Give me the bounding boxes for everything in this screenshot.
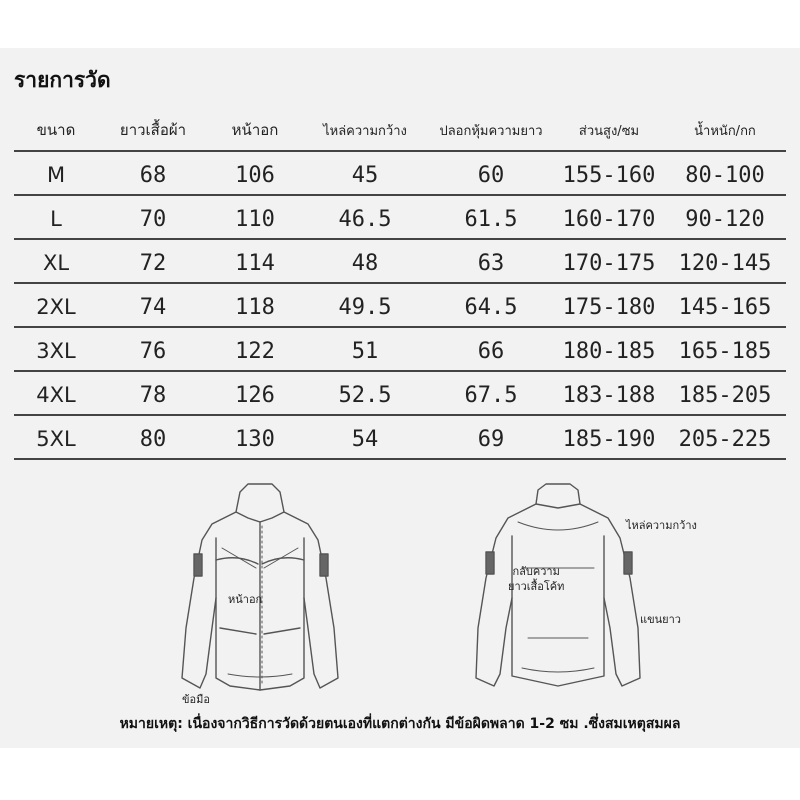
cell-length: 78 <box>139 382 167 408</box>
header-weight: น้ำหนัก/กก <box>694 123 756 139</box>
cell-height: 183-188 <box>562 382 656 408</box>
shoulder-width-label: ไหล่ความกว้าง <box>626 519 697 532</box>
cell-length: 74 <box>139 294 167 320</box>
cell-length: 76 <box>139 338 167 364</box>
cell-chest: 126 <box>235 382 275 408</box>
cell-length: 80 <box>139 426 167 452</box>
cell-length: 72 <box>139 250 167 276</box>
table-row <box>14 156 786 196</box>
table-row <box>14 288 786 328</box>
cell-weight: 205-225 <box>678 426 772 452</box>
table-body <box>14 156 786 460</box>
cell-chest: 130 <box>235 426 275 452</box>
header-shoulder: ไหล่ความกว้าง <box>323 123 407 139</box>
cell-height: 170-175 <box>562 250 656 276</box>
cell-size: 5XL <box>36 427 76 451</box>
cuff-label: ข้อมือ <box>182 693 210 706</box>
cell-weight: 90-120 <box>685 206 765 232</box>
cell-size: 2XL <box>36 295 76 319</box>
cell-shoulder: 52.5 <box>338 382 392 408</box>
cell-size: M <box>46 163 66 187</box>
cell-weight: 145-165 <box>678 294 772 320</box>
cell-chest: 110 <box>235 206 275 232</box>
cell-size: L <box>50 207 62 231</box>
cell-height: 155-160 <box>562 162 656 188</box>
header-size: ขนาด <box>36 121 76 139</box>
jacket-back-diagram <box>468 478 708 703</box>
table-row <box>14 376 786 416</box>
cell-weight: 120-145 <box>678 250 772 276</box>
chest-label: หน้าอก <box>228 593 263 606</box>
table-row <box>14 332 786 372</box>
cell-shoulder: 51 <box>351 338 379 364</box>
cell-sleeve: 67.5 <box>464 382 518 408</box>
cell-height: 185-190 <box>562 426 656 452</box>
table-header-row <box>14 110 786 152</box>
cell-size: 3XL <box>36 339 76 363</box>
sleeve-length-label: แขนยาว <box>640 613 681 626</box>
cell-sleeve: 61.5 <box>464 206 518 232</box>
back-length-label: กลับความ ยาวเสื้อโค้ท <box>508 565 565 593</box>
jacket-front-diagram <box>170 478 350 706</box>
cell-shoulder: 45 <box>351 162 379 188</box>
cell-chest: 122 <box>235 338 275 364</box>
cell-size: XL <box>42 251 70 275</box>
header-length: ยาวเสื้อผ้า <box>119 121 187 139</box>
cell-shoulder: 46.5 <box>338 206 392 232</box>
cell-shoulder: 48 <box>351 250 379 276</box>
cell-weight: 185-205 <box>678 382 772 408</box>
cell-length: 70 <box>139 206 167 232</box>
cell-height: 180-185 <box>562 338 656 364</box>
page-title: รายการวัด <box>14 68 111 92</box>
table-row <box>14 244 786 284</box>
cell-sleeve: 66 <box>477 338 505 364</box>
cell-shoulder: 54 <box>351 426 379 452</box>
table-row <box>14 420 786 460</box>
cell-sleeve: 63 <box>477 250 505 276</box>
cell-length: 68 <box>139 162 167 188</box>
disclaimer-note: หมายเหตุ: เนื่องจากวิธีการวัดด้วยตนเองที่แตกต่างกัน มีข้อผิดพลาด 1-2 ซม .ซึ่งสมเหตุสมผล <box>119 716 681 732</box>
header-chest: หน้าอก <box>231 121 279 139</box>
cell-sleeve: 69 <box>477 426 505 452</box>
header-sleeve: ปลอกหุ้มความยาว <box>439 123 543 139</box>
cell-height: 175-180 <box>562 294 656 320</box>
cell-chest: 114 <box>235 250 275 276</box>
cell-height: 160-170 <box>562 206 656 232</box>
size-table <box>14 110 786 464</box>
cell-sleeve: 64.5 <box>464 294 518 320</box>
cell-chest: 118 <box>235 294 275 320</box>
cell-chest: 106 <box>235 162 275 188</box>
cell-sleeve: 60 <box>477 162 505 188</box>
cell-weight: 165-185 <box>678 338 772 364</box>
cell-weight: 80-100 <box>685 162 765 188</box>
table-row <box>14 200 786 240</box>
header-height: ส่วนสูง/ซม <box>578 123 640 139</box>
cell-size: 4XL <box>36 383 76 407</box>
cell-shoulder: 49.5 <box>338 294 392 320</box>
